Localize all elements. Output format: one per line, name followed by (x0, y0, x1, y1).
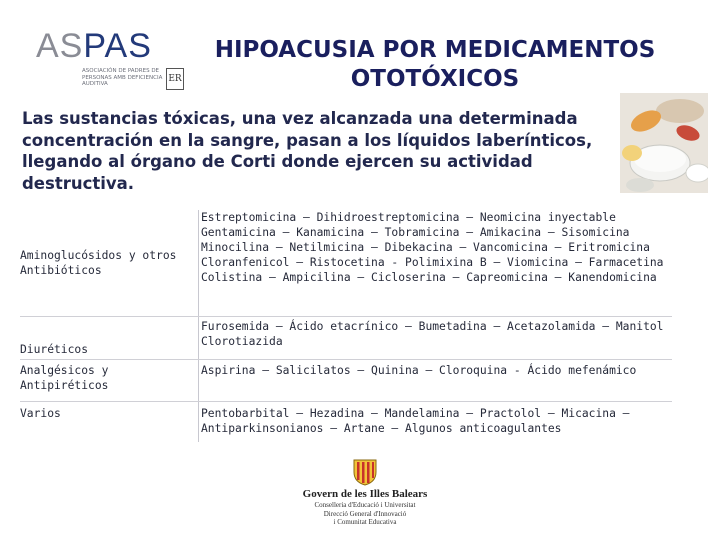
category-cell: Aminoglucósidos y otros Antibióticos (20, 210, 199, 317)
pills-photo (620, 93, 708, 193)
govern-line2: Direcció General d'Innovació (323, 509, 407, 518)
category-cell: Analgésicos y Antipiréticos (20, 360, 199, 402)
aspas-logo (36, 28, 186, 88)
category-cell: Diuréticos (20, 317, 199, 360)
coat-of-arms-icon (352, 458, 378, 486)
table-row (20, 317, 672, 360)
aspas-wordmark: ASPAS (36, 27, 152, 65)
drugs-cell: Estreptomicina – Dihidroestreptomicina – Neomicina inyectable Gentamicina – Kanamicina – Tobramicina – Amikacina – Sisomicina Minocilina – Netilmicina – Dibekacina – Vancomicina – Eritromicina Cloranfenicol – Ristocetina - Polimixina B – Viomicina – Farmacetina Colistina – Ampicilina – Cicloserina – Capreomicina – Kanendomicina (199, 210, 673, 317)
table-row (20, 360, 672, 402)
govern-line3: i Comunitat Educativa (333, 518, 397, 526)
category-cell: Varios (20, 407, 61, 420)
table-row (20, 210, 672, 317)
govern-logo (290, 458, 440, 540)
govern-name: Govern de les Illes Balears (302, 488, 428, 500)
page-title: HIPOACUSIA POR MEDICAMENTOS OTOTÓXICOS (214, 37, 656, 92)
intro-paragraph: Las sustancias tóxicas, una vez alcanzada una determinada concentración en la sangre, pasan a los líquidos laberínticos, llegando al órgano de Corti donde ejercen su actividad destructiva. (22, 109, 593, 193)
drugs-cell: Pentobarbital – Hezadina – Mandelamina – Practolol – Micacina – Antiparkinsonianos – Artane – Algunos anticoagulantes (199, 402, 673, 443)
certification-badge: ER (166, 68, 184, 90)
table-row (20, 402, 672, 443)
drugs-cell: Furosemida – Ácido etacrínico – Bumetadina – Acetazolamida – Manitol Clorotiazida (199, 317, 673, 360)
govern-line1: Conselleria d'Educació i Universitat (314, 501, 416, 509)
aspas-subtitle: ASOCIACIÓN DE PADRES DE PERSONAS AMB DEFICIENCIA AUDITIVA (82, 68, 163, 87)
medications-table (20, 210, 672, 442)
drugs-cell: Aspirina – Salicilatos – Quinina – Cloroquina - Ácido mefenámico (199, 360, 673, 402)
